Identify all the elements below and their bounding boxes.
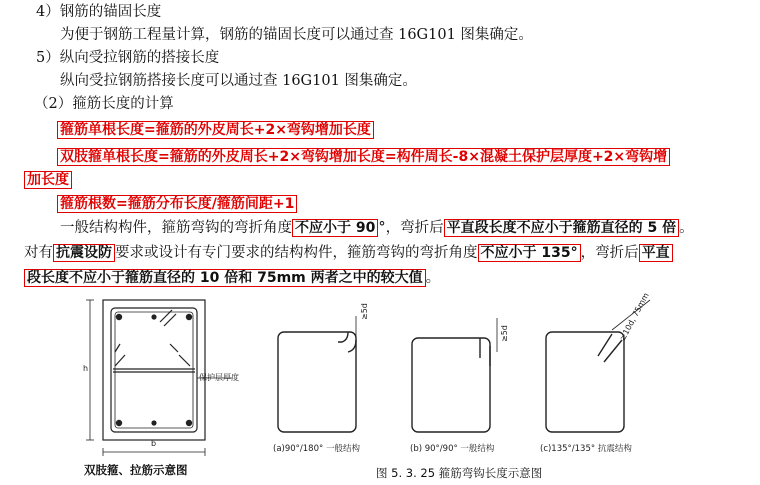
formula-double-stirrup-cont (24, 170, 72, 190)
dim-h-label: h (83, 364, 89, 373)
p1-text-e: 。 (679, 220, 694, 236)
p2-text-e: ，弯折后 (580, 245, 639, 261)
cover-thickness-label: 保护层厚度 (199, 373, 239, 382)
hook-b-length: ≥5d (500, 325, 509, 342)
left-figure-caption: 双肢箍、拉筋示意图 (84, 463, 188, 477)
section-4-body: 为便于钢筋工程量计算，钢筋的锚固长度可以通过查 16G101 图集确定。 (60, 27, 533, 43)
p1-text-c: °，弯折后 (378, 220, 444, 236)
hook-diagram-b (412, 318, 497, 432)
section-5-body: 纵向受拉钢筋搭接长度可以通过查 16G101 图集确定。 (60, 73, 417, 89)
hook-a-length: ≥5d (360, 303, 369, 320)
rebar-dots (116, 314, 192, 426)
subsection-2-title: （2）箍筋长度的计算 (34, 96, 174, 112)
paragraph-line-3 (24, 268, 440, 288)
p1-highlight-90: 不应小于 90 (292, 219, 378, 237)
section-4-title: 4）钢筋的锚固长度 (36, 4, 162, 20)
p1-text-a: 一般结构构件，箍筋弯钩的弯折角度 (60, 220, 292, 236)
p2-highlight-flat: 平直 (639, 244, 673, 262)
hook-diagram-a (278, 316, 356, 432)
formula-1-box: 箍筋单根长度=箍筋的外皮周长+2×弯钩增加长度 (57, 121, 374, 139)
p3-highlight-10d: 段长度不应小于箍筋直径的 10 倍和 75mm 两者之中的较大值 (24, 269, 426, 287)
paragraph-line-2 (24, 243, 673, 263)
p2-highlight-135: 不应小于 135° (478, 244, 581, 262)
main-figure-caption: 图 5. 3. 25 箍筋弯钩长度示意图 (376, 466, 543, 480)
formula-3-box: 箍筋根数=箍筋分布长度/箍筋间距+1 (57, 195, 297, 213)
formula-2b-box: 加长度 (24, 171, 72, 189)
hook-c-length: ≥10d, 75mm (618, 291, 651, 343)
formula-stirrup-count (57, 194, 297, 214)
p3-text-b: 。 (425, 270, 441, 286)
paragraph-line-1 (60, 218, 694, 238)
formula-single-stirrup (57, 120, 374, 140)
caption-a: (a)90°/180° 一般结构 (273, 444, 360, 454)
p1-highlight-5d: 平直段长度不应小于箍筋直径的 5 倍 (444, 219, 680, 237)
formula-2a-box: 双肢箍单根长度=箍筋的外皮周长+2×弯钩增加长度=构件周长-8×混凝土保护层厚度+2×弯钩增 (57, 148, 670, 166)
dim-b-label: b (151, 439, 157, 448)
p2-highlight-seismic: 抗震设防 (53, 244, 115, 262)
p2-text-a: 对有 (24, 245, 53, 261)
caption-b: (b) 90°/90° 一般结构 (410, 444, 495, 454)
p2-text-c: 要求或设计有专门要求的结构构件，箍筋弯钩的弯折角度 (115, 245, 478, 261)
formula-double-stirrup (57, 147, 670, 167)
section-5-title: 5）纵向受拉钢筋的搭接长度 (36, 50, 220, 66)
caption-c: (c)135°/135° 抗震结构 (540, 444, 632, 454)
